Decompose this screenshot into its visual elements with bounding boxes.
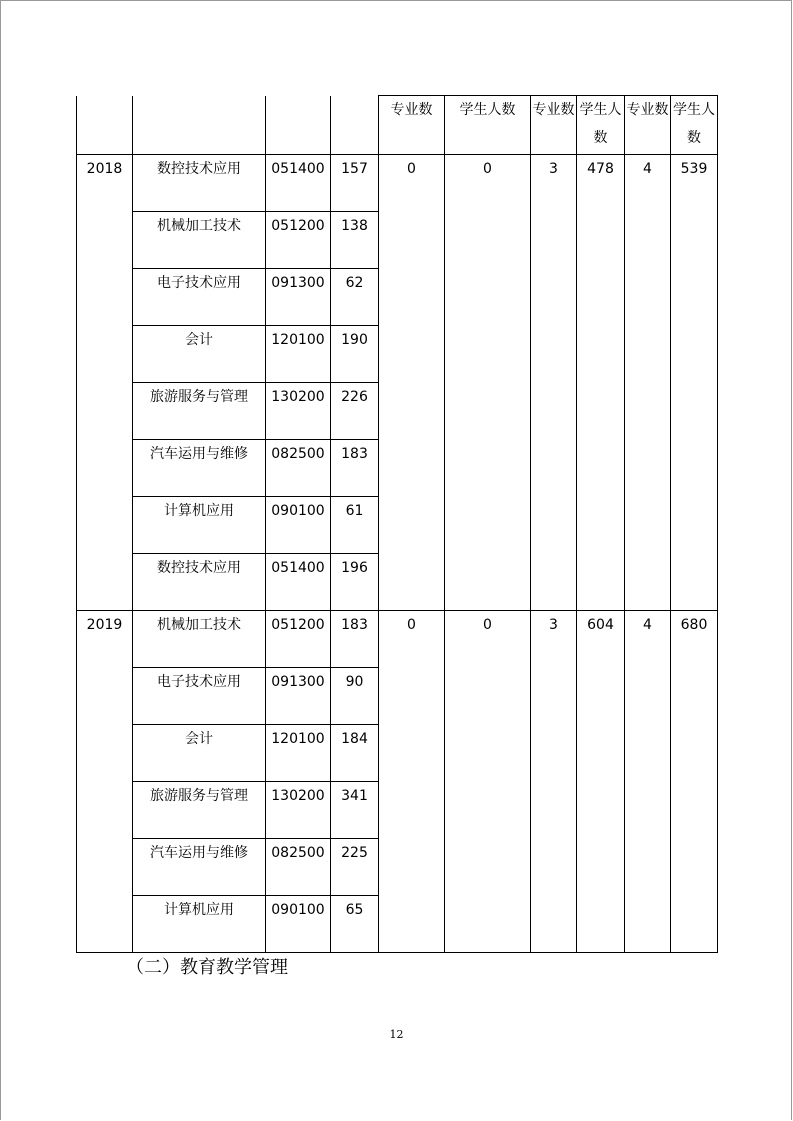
major-name-cell: 汽车运用与维修 (133, 839, 266, 896)
major-name-cell: 数控技术应用 (133, 155, 266, 212)
major-name-cell: 电子技术应用 (133, 668, 266, 725)
major-code-cell: 082500 (266, 440, 331, 497)
header-cell: 学生人数 (577, 96, 625, 155)
major-name-cell: 会计 (133, 326, 266, 383)
summary-cell: 4 (625, 155, 671, 611)
header-cell: 学生人数 (671, 96, 718, 155)
student-count-cell: 226 (331, 383, 379, 440)
major-name-cell: 机械加工技术 (133, 212, 266, 269)
student-count-cell: 184 (331, 725, 379, 782)
summary-cell: 604 (577, 611, 625, 953)
header-cell: 专业数 (379, 96, 445, 155)
summary-cell: 539 (671, 155, 718, 611)
year-cell: 2018 (77, 155, 133, 611)
major-code-cell: 091300 (266, 269, 331, 326)
major-name-cell: 数控技术应用 (133, 554, 266, 611)
major-code-cell: 130200 (266, 383, 331, 440)
student-count-cell: 61 (331, 497, 379, 554)
header-blank-cell (133, 96, 266, 155)
student-count-cell: 341 (331, 782, 379, 839)
table-header-row (77, 96, 718, 155)
major-name-cell: 会计 (133, 725, 266, 782)
major-name-cell: 计算机应用 (133, 497, 266, 554)
major-code-cell: 091300 (266, 668, 331, 725)
year-cell: 2019 (77, 611, 133, 953)
enrollment-table (76, 95, 718, 953)
major-name-cell: 机械加工技术 (133, 611, 266, 668)
student-count-cell: 62 (331, 269, 379, 326)
major-code-cell: 130200 (266, 782, 331, 839)
major-name-cell: 旅游服务与管理 (133, 383, 266, 440)
header-cell: 专业数 (625, 96, 671, 155)
student-count-cell: 183 (331, 440, 379, 497)
major-code-cell: 120100 (266, 326, 331, 383)
header-blank-cell (331, 96, 379, 155)
student-count-cell: 190 (331, 326, 379, 383)
table-row (77, 155, 718, 212)
student-count-cell: 183 (331, 611, 379, 668)
student-count-cell: 65 (331, 896, 379, 953)
major-code-cell: 090100 (266, 497, 331, 554)
major-code-cell: 051200 (266, 212, 331, 269)
major-code-cell: 051400 (266, 554, 331, 611)
summary-cell: 0 (379, 155, 445, 611)
header-cell: 学生人数 (445, 96, 531, 155)
header-blank-cell (266, 96, 331, 155)
major-name-cell: 电子技术应用 (133, 269, 266, 326)
student-count-cell: 196 (331, 554, 379, 611)
major-code-cell: 051200 (266, 611, 331, 668)
major-name-cell: 计算机应用 (133, 896, 266, 953)
section-heading: （二）教育教学管理 (126, 957, 288, 978)
header-cell: 专业数 (531, 96, 577, 155)
major-name-cell: 旅游服务与管理 (133, 782, 266, 839)
student-count-cell: 90 (331, 668, 379, 725)
summary-cell: 3 (531, 155, 577, 611)
student-count-cell: 225 (331, 839, 379, 896)
summary-cell: 478 (577, 155, 625, 611)
major-code-cell: 082500 (266, 839, 331, 896)
header-blank-cell (77, 96, 133, 155)
major-code-cell: 090100 (266, 896, 331, 953)
student-count-cell: 157 (331, 155, 379, 212)
summary-cell: 0 (379, 611, 445, 953)
summary-cell: 0 (445, 611, 531, 953)
summary-cell: 4 (625, 611, 671, 953)
major-code-cell: 051400 (266, 155, 331, 212)
summary-cell: 3 (531, 611, 577, 953)
page-number: 12 (389, 1028, 404, 1041)
summary-cell: 0 (445, 155, 531, 611)
major-name-cell: 汽车运用与维修 (133, 440, 266, 497)
summary-cell: 680 (671, 611, 718, 953)
major-code-cell: 120100 (266, 725, 331, 782)
table-row (77, 611, 718, 668)
student-count-cell: 138 (331, 212, 379, 269)
